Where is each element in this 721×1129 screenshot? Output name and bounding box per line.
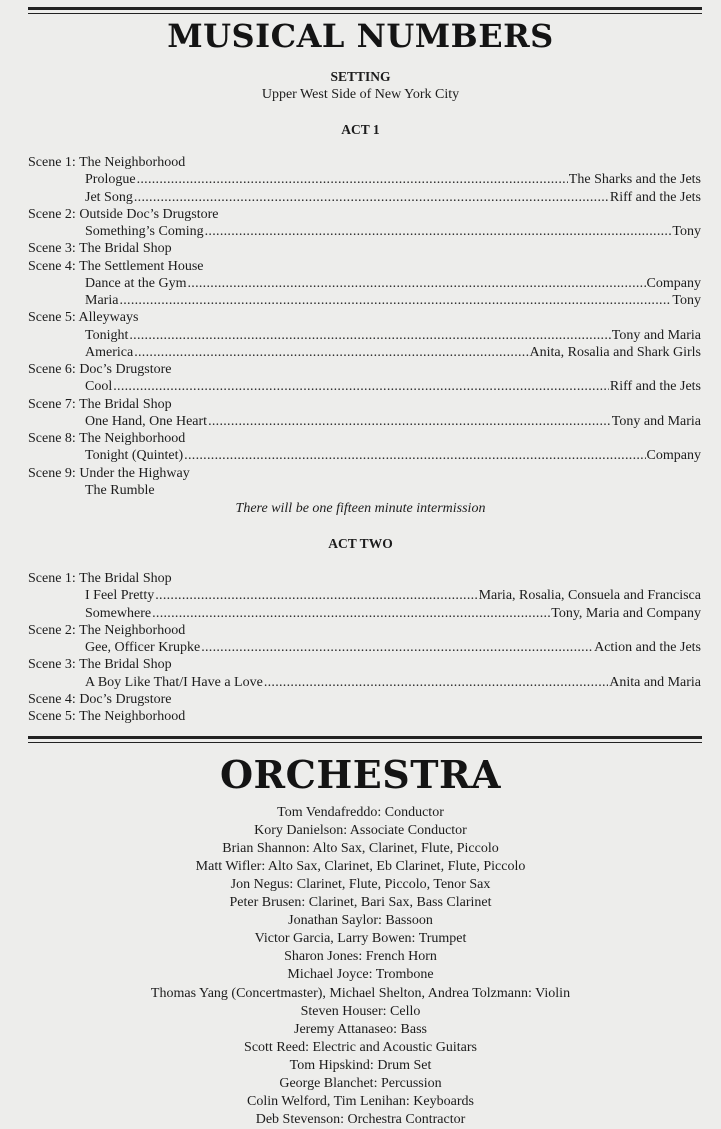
song-title: A Boy Like That/I Have a Love xyxy=(85,674,263,690)
dot-leader xyxy=(113,378,609,395)
orchestra-member: Jeremy Attanaseo: Bass xyxy=(294,1021,427,1037)
orchestra-member: Deb Stevenson: Orchestra Contractor xyxy=(255,1111,466,1127)
dot-leader xyxy=(137,171,568,188)
song-title: Maria xyxy=(85,293,119,308)
scene-label: Scene 3: The Bridal Shop xyxy=(28,241,172,257)
song-title: Tonight xyxy=(85,327,129,343)
orchestra-member: Thomas Yang (Concertmaster), Michael Shelton, Andrea Tolzmann: Violin xyxy=(150,985,571,1001)
song-title: America xyxy=(85,344,134,360)
dot-leader xyxy=(208,413,611,430)
scene-label: Scene 2: Outside Doc’s Drugstore xyxy=(28,206,219,222)
song-performers: Tony, Maria and Company xyxy=(551,605,701,621)
orchestra-member: Jon Negus: Clarinet, Flute, Piccolo, Tenor Sax xyxy=(230,877,491,893)
song-row xyxy=(85,482,701,499)
song-title: Cool xyxy=(85,379,113,395)
song-title: Somewhere xyxy=(85,605,152,621)
song-row xyxy=(85,447,701,464)
song-title: Something’s Coming xyxy=(85,224,204,239)
dot-leader xyxy=(134,189,609,206)
dot-leader xyxy=(184,447,645,464)
mid-rule-thick xyxy=(28,736,702,739)
orchestra-member: Jonathan Saylor: Bassoon xyxy=(288,913,433,929)
scene-label: Scene 1: The Neighborhood xyxy=(28,155,186,170)
scene-label: Scene 6: Doc’s Drugstore xyxy=(28,362,172,377)
orchestra-member: Steven Houser: Cello xyxy=(300,1003,421,1019)
scene-label: Scene 4: The Settlement House xyxy=(28,258,204,274)
orchestra-member: Peter Brusen: Clarinet, Bari Sax, Bass Clarinet xyxy=(229,895,492,911)
dot-leader xyxy=(129,327,610,344)
song-performers: Company xyxy=(646,448,701,464)
song-row xyxy=(85,378,701,395)
song-row xyxy=(85,292,701,309)
orchestra-member: Scott Reed: Electric and Acoustic Guitars xyxy=(244,1039,477,1055)
song-performers: Riff and the Jets xyxy=(609,379,701,395)
song-title: Gee, Officer Krupke xyxy=(85,640,201,655)
song-title: Tonight (Quintet) xyxy=(85,448,184,464)
dot-leader xyxy=(119,292,671,309)
setting-heading: SETTING xyxy=(330,69,391,84)
song-row xyxy=(85,639,701,656)
orchestra-member: Tom Hipskind: Drum Set xyxy=(289,1057,432,1073)
orchestra-member: Michael Joyce: Trombone xyxy=(287,967,434,983)
orchestra-member: Matt Wifler: Alto Sax, Clarinet, Eb Clarinet, Flute, Piccolo xyxy=(195,859,526,875)
musical-numbers-title: MUSICAL NUMBERS xyxy=(167,17,554,55)
song-performers: Action and the Jets xyxy=(594,640,701,655)
scene-label: Scene 5: The Neighborhood xyxy=(28,709,186,724)
song-row xyxy=(85,189,701,206)
song-title: Dance at the Gym xyxy=(85,275,187,291)
scene-label: Scene 9: Under the Highway xyxy=(28,465,190,481)
dot-leader xyxy=(187,275,645,292)
song-row xyxy=(85,275,701,292)
orchestra-member: Brian Shannon: Alto Sax, Clarinet, Flute, Piccolo xyxy=(222,841,499,857)
intermission-note: There will be one fifteen minute intermission xyxy=(235,501,486,516)
song-title: Prologue xyxy=(85,172,136,188)
scene-label: Scene 2: The Neighborhood xyxy=(28,622,186,638)
dot-leader xyxy=(134,344,528,361)
song-performers: Tony xyxy=(672,224,701,239)
song-title: One Hand, One Heart xyxy=(85,413,208,429)
song-row xyxy=(85,327,701,344)
orchestra-member: George Blanchet: Percussion xyxy=(279,1075,442,1091)
song-row xyxy=(85,587,701,604)
song-performers: Maria, Rosalia, Consuela and Francisca xyxy=(478,588,701,604)
scene-label: Scene 3: The Bridal Shop xyxy=(28,657,172,673)
song-row xyxy=(85,223,701,240)
song-row xyxy=(85,413,701,430)
dot-leader xyxy=(152,605,550,622)
orchestra-member: Sharon Jones: French Horn xyxy=(284,949,437,965)
song-performers: The Sharks and the Jets xyxy=(568,172,701,188)
top-rule-thin xyxy=(28,13,702,14)
scene-label: Scene 7: The Bridal Shop xyxy=(28,396,172,412)
orchestra-member: Colin Welford, Tim Lenihan: Keyboards xyxy=(247,1093,474,1109)
dot-leader xyxy=(264,674,608,691)
dot-leader xyxy=(155,587,477,604)
song-title: The Rumble xyxy=(85,482,155,498)
song-performers: Company xyxy=(646,275,701,291)
act1-heading: ACT 1 xyxy=(341,122,380,137)
orchestra-member: Tom Vendafreddo: Conductor xyxy=(277,805,444,820)
song-performers: Tony and Maria xyxy=(611,413,701,429)
song-row xyxy=(85,171,701,188)
scene-label: Scene 1: The Bridal Shop xyxy=(28,571,172,586)
dot-leader xyxy=(201,639,593,656)
mid-rule-thin xyxy=(28,742,702,743)
song-performers: Riff and the Jets xyxy=(609,189,701,205)
song-performers: Tony and Maria xyxy=(611,327,701,343)
scene-label: Scene 4: Doc’s Drugstore xyxy=(28,691,172,707)
song-title: Jet Song xyxy=(85,189,133,205)
song-row xyxy=(85,605,701,622)
orchestra-member: Victor Garcia, Larry Bowen: Trumpet xyxy=(254,931,467,947)
orchestra-member: Kory Danielson: Associate Conductor xyxy=(254,823,467,839)
song-performers: Anita, Rosalia and Shark Girls xyxy=(529,344,701,360)
song-performers: Anita and Maria xyxy=(609,674,701,690)
setting-text: Upper West Side of New York City xyxy=(261,87,460,102)
orchestra-title: ORCHESTRA xyxy=(219,752,502,797)
song-performers: Tony xyxy=(672,293,701,308)
scene-label: Scene 5: Alleyways xyxy=(28,310,139,326)
top-rule-thick xyxy=(28,7,702,10)
act2-heading: ACT TWO xyxy=(328,536,393,551)
dot-leader xyxy=(205,223,672,240)
song-title: I Feel Pretty xyxy=(85,588,155,604)
scene-label: Scene 8: The Neighborhood xyxy=(28,431,186,446)
song-row xyxy=(85,674,701,691)
song-row xyxy=(85,344,701,361)
